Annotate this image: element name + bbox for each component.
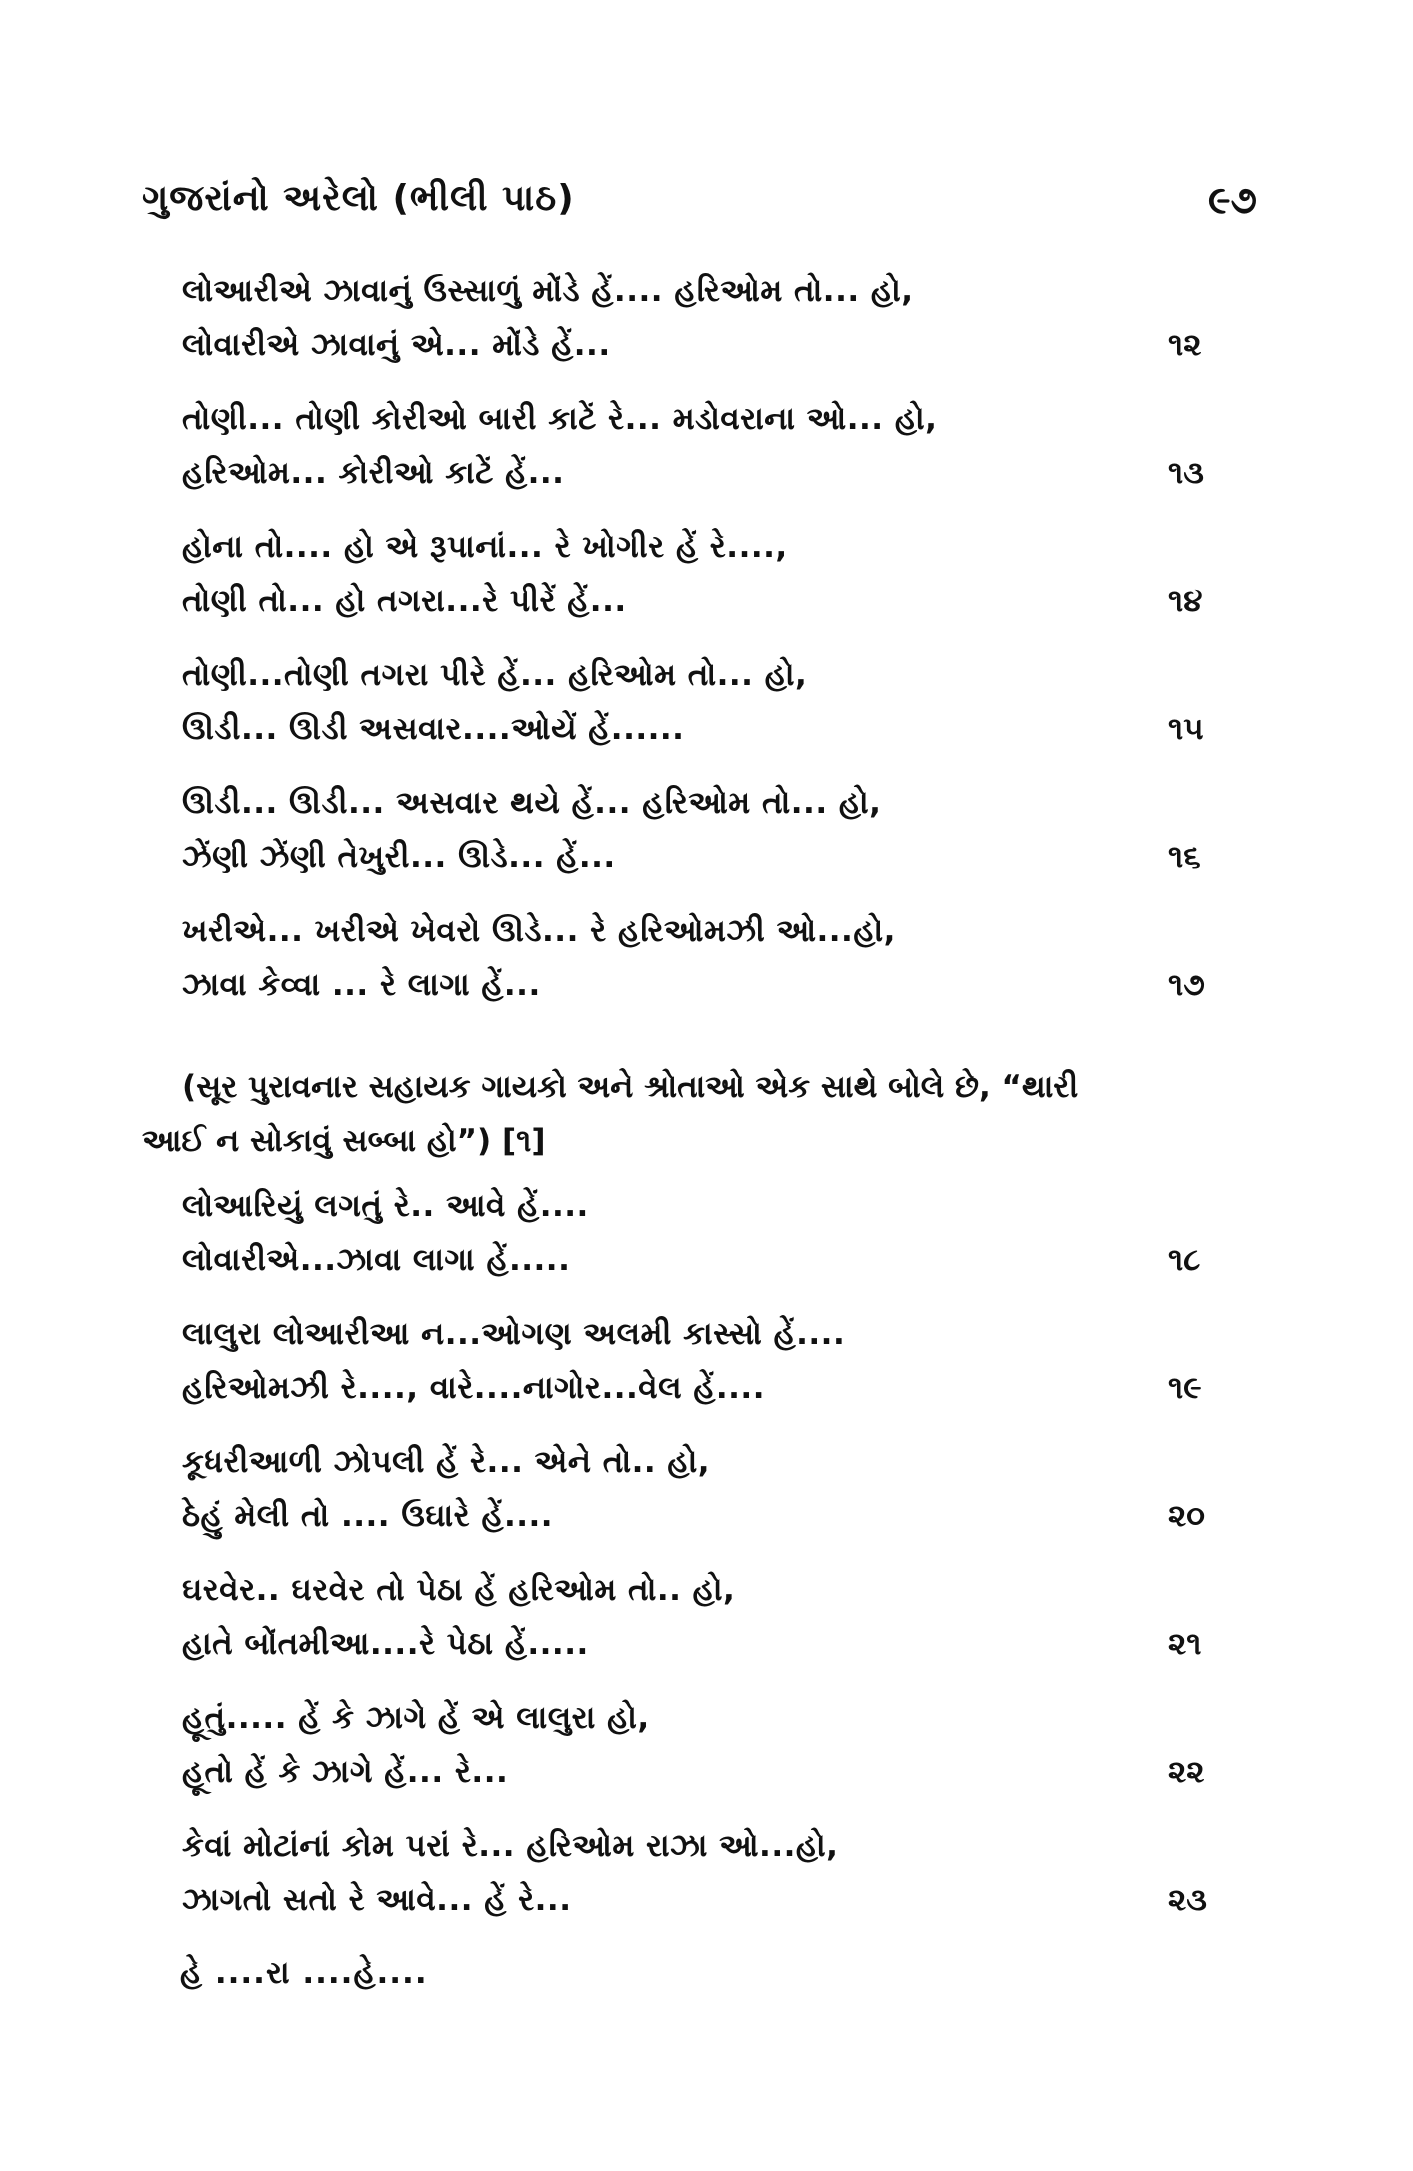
stanza-23 (0, 1820, 1413, 1948)
verse-number: ૨૩ (1168, 1882, 1207, 1918)
verse-number: ૧૮ (1168, 1242, 1201, 1278)
verse-line: હરિઓમઝી રે...., વારે....નાગોર...વેલ હેં.... (182, 1370, 765, 1406)
verse-number: ૧૬ (1168, 839, 1201, 875)
verse-number: ૧૪ (1168, 583, 1203, 619)
stanza-16 (0, 777, 1413, 905)
stanza-group-2 (0, 1180, 1413, 1948)
running-head: ગુજરાંનો અરેલો (ભીલી પાઠ) (142, 178, 575, 219)
stanza-group-1 (0, 265, 1413, 1033)
verse-line: તોણી...તોણી તગરા પીરે હેં... હરિઓમ તો... હો, (182, 657, 808, 693)
stanza-15 (0, 649, 1413, 777)
verse-number: ૧૯ (1168, 1370, 1202, 1406)
stanza-20 (0, 1436, 1413, 1564)
verse-line: ઝેંણી ઝેંણી તેખુરી... ઊડે... હેં... (182, 839, 616, 875)
verse-line: હૂતું..... હેં કે ઝાગે હેં એ લાલુરા હો, (182, 1700, 650, 1736)
stanza-13 (0, 393, 1413, 521)
verse-number: ૨૦ (1168, 1498, 1205, 1534)
verse-line: ઝાવા કેવ્વા ... રે લાગા હેં... (182, 967, 541, 1003)
verse-line: કેવાં મોટાંનાં કોમ પરાં રે... હરિઓમ રાઝા ઓ...હો, (182, 1828, 839, 1864)
verse-line: લોઆરિયું લગતું રે.. આવે હેં.... (182, 1188, 589, 1224)
verse-number: ૨૧ (1168, 1626, 1202, 1662)
verse-number: ૨૨ (1168, 1754, 1205, 1790)
verse-number: ૧૨ (1168, 327, 1202, 363)
verse-line: લોઆરીએ ઝાવાનું ઉસ્સાળું મોંડે હેં.... હરિઓમ તો... હો, (182, 273, 914, 309)
chorus-note (142, 1060, 1262, 1168)
stanza-17 (0, 905, 1413, 1033)
note-line: (સૂર પુરાવનાર સહાયક ગાયકો અને શ્રોતાઓ એક સાથે બોલે છે, “થારી (182, 1069, 1079, 1105)
verse-line: તોણી... તોણી કોરીઓ બારી કાટેં રે... મડોવરાના ઓ... હો, (182, 401, 938, 437)
verse-line: ઠેહું મેલી તો .... ઉઘારે હેં.... (182, 1498, 554, 1534)
verse-line: ઊડી... ઊડી અસવાર....ઓયેં હેં...... (182, 711, 685, 747)
stanza-19 (0, 1308, 1413, 1436)
stanza-18 (0, 1180, 1413, 1308)
stanza-22 (0, 1692, 1413, 1820)
verse-number: ૧૫ (1168, 711, 1204, 747)
verse-line: ખરીએ... ખરીએ ખેવરો ઊડે... રે હરિઓમઝી ઓ...હો, (182, 913, 896, 949)
verse-number: ૧૭ (1168, 967, 1205, 1003)
verse-line: ઝાગતો સતો રે આવે... હેં રે... (182, 1882, 572, 1918)
verse-line: હરિઓમ... કોરીઓ કાટેં હેં... (182, 455, 565, 491)
verse-line: લોવારીએ...ઝાવા લાગા હેં..... (182, 1242, 571, 1278)
verse-line: હોના તો.... હો એ રૂપાનાં... રે ખોગીર હેં રે...., (182, 529, 788, 565)
stanza-14 (0, 521, 1413, 649)
note-line: આઈ ન સોકાવું સબ્બા હો”) [૧] (142, 1123, 546, 1159)
verse-number: ૧૩ (1168, 455, 1204, 491)
verse-line: હાતે બોંતમીઆ....રે પેઠા હેં..... (182, 1626, 589, 1662)
stanza-21 (0, 1564, 1413, 1692)
verse-line: કૂધરીઆળી ઝોપલી હેં રે... એને તો.. હો, (182, 1444, 710, 1480)
verse-line: ઘરવેર.. ઘરવેર તો પેઠા હેં હરિઓમ તો.. હો, (182, 1572, 736, 1608)
closing-refrain: હે ....રા ....હે.... (180, 1955, 428, 1991)
verse-line: લોવારીએ ઝાવાનું એ... મોંડે હેં... (182, 327, 611, 363)
verse-line: તોણી તો... હો તગરા...રે પીરેં હેં... (182, 583, 627, 619)
verse-line: હૂતો હેં કે ઝાગે હેં... રે... (182, 1754, 509, 1790)
verse-line: ઊડી... ઊડી... અસવાર થયે હેં... હરિઓમ તો... હો, (182, 785, 882, 821)
stanza-12 (0, 265, 1413, 393)
verse-line: લાલુરા લોઆરીઆ ન...ઓગણ અલમી કાસ્સો હેં.... (182, 1316, 846, 1352)
page-number: ૯૭ (1208, 178, 1257, 222)
